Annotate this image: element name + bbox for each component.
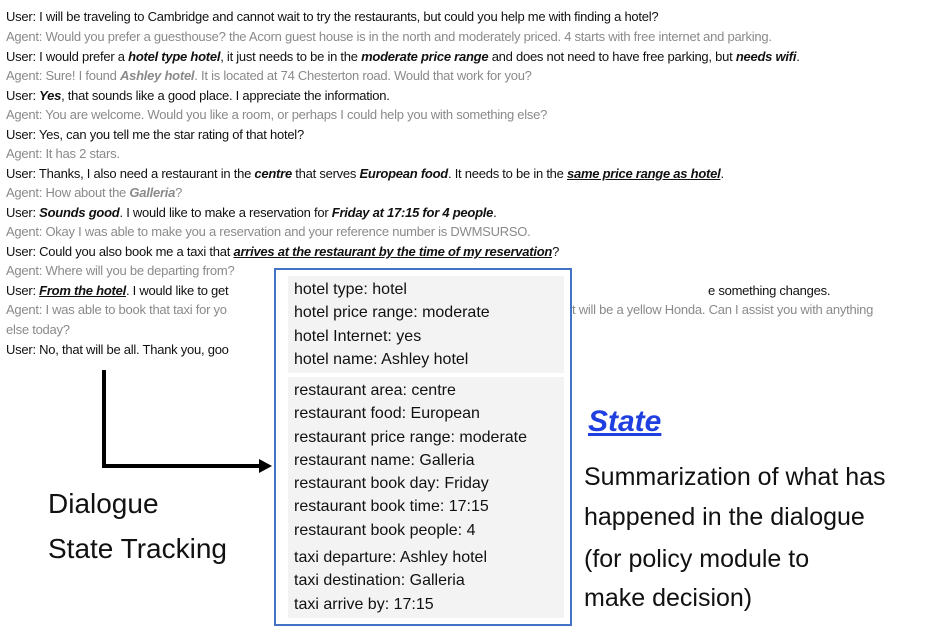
text-span: . bbox=[493, 205, 497, 220]
highlighted-span: European food bbox=[359, 166, 448, 181]
text-span: User: Could you also book me a taxi that bbox=[6, 244, 234, 259]
agent-utterance-tail: t will be a yellow Honda. Can I assist you with anything bbox=[572, 302, 874, 317]
text-span: . It needs to be in the bbox=[447, 166, 567, 181]
highlighted-span: centre bbox=[254, 166, 292, 181]
slot-value: restaurant book people: 4 bbox=[294, 521, 476, 539]
highlighted-span: arrives at the restaurant by the time of my reservation bbox=[233, 244, 553, 259]
state-desc-2: happened in the dialogue bbox=[584, 503, 865, 531]
taxi-slots bbox=[288, 544, 564, 618]
text-span: User: bbox=[6, 88, 40, 103]
highlighted-span: Galleria bbox=[129, 185, 176, 200]
slot-value: taxi destination: Galleria bbox=[294, 572, 465, 590]
text-span: that serves bbox=[291, 166, 360, 181]
slot-value: restaurant area: centre bbox=[294, 382, 456, 399]
highlighted-span: hotel type hotel bbox=[128, 49, 221, 64]
highlighted-span: Yes bbox=[39, 88, 62, 103]
text-span: , it just needs to be in the bbox=[220, 49, 362, 64]
text-span: . bbox=[720, 166, 724, 181]
state-desc-4: make decision) bbox=[584, 584, 753, 612]
text-span: ? bbox=[175, 185, 183, 200]
text-span: User: No, that will be all. Thank you, goo bbox=[6, 342, 229, 357]
text-span: Agent: Would you prefer a guesthouse? the Acorn guest house is in the north and moderately priced. 4 starts with free internet and parking. bbox=[6, 29, 772, 44]
text-span: . I would like to get bbox=[125, 283, 229, 298]
slot-value: restaurant food: European bbox=[294, 405, 480, 423]
slot-value: taxi departure: Ashley hotel bbox=[294, 549, 488, 566]
slot-value: hotel price range: moderate bbox=[294, 304, 490, 322]
state-desc-1: Summarization of what has bbox=[584, 463, 886, 491]
slot-value: restaurant book day: Friday bbox=[294, 475, 489, 493]
text-span: Agent: Sure! I found bbox=[6, 68, 120, 83]
slot-value: hotel type: hotel bbox=[294, 281, 407, 298]
highlighted-span: From the hotel bbox=[39, 283, 126, 298]
text-span: User: bbox=[6, 205, 40, 220]
slot-value: hotel Internet: yes bbox=[294, 327, 422, 345]
text-span: . It is located at 74 Chesterton road. Would that work for you? bbox=[194, 68, 532, 83]
text-span: Agent: I was able to book that taxi for yo bbox=[6, 302, 227, 317]
slot-value: taxi arrive by: 17:15 bbox=[294, 595, 434, 613]
state-title: State bbox=[588, 405, 662, 438]
highlighted-span: moderate price range bbox=[361, 49, 489, 64]
text-span: User: bbox=[6, 283, 40, 298]
text-span: User: I will be traveling to Cambridge and cannot wait to try the restaurants, but could you help me with finding a hotel? bbox=[6, 9, 659, 24]
text-span: else today? bbox=[6, 322, 70, 337]
text-span: . bbox=[796, 49, 800, 64]
user-utterance-tail: e something changes. bbox=[708, 283, 831, 298]
state-desc-3: (for policy module to bbox=[584, 545, 810, 573]
hotel-slots bbox=[288, 276, 564, 373]
highlighted-span: Friday at 17:15 for 4 people bbox=[331, 205, 494, 220]
dst-label-line2: State Tracking bbox=[48, 533, 227, 564]
text-span: , that sounds like a good place. I appreciate the information. bbox=[61, 88, 390, 103]
text-span: Agent: It has 2 stars. bbox=[6, 146, 120, 161]
text-span: ? bbox=[552, 244, 560, 259]
slot-value: restaurant price range: moderate bbox=[294, 428, 528, 446]
text-span: . I would like to make a reservation for bbox=[119, 205, 332, 220]
state-box bbox=[274, 268, 572, 626]
slot-value: hotel name: Ashley hotel bbox=[294, 350, 469, 368]
dst-label-line1: Dialogue bbox=[48, 488, 159, 519]
text-span: Agent: Okay I was able to make you a reservation and your reference number is DWMSURSO. bbox=[6, 224, 531, 239]
text-span: User: Thanks, I also need a restaurant in the bbox=[6, 166, 255, 181]
text-span: Agent: Where will you be departing from? bbox=[6, 263, 235, 278]
text-span: Agent: You are welcome. Would you like a room, or perhaps I could help you with something else? bbox=[6, 107, 548, 122]
highlighted-span: needs wifi bbox=[735, 49, 797, 64]
slot-value: restaurant book time: 17:15 bbox=[294, 498, 489, 516]
slot-value: restaurant name: Galleria bbox=[294, 451, 475, 469]
text-span: Agent: How about the bbox=[6, 185, 130, 200]
text-span: User: I would prefer a bbox=[6, 49, 129, 64]
highlighted-span: Ashley hotel bbox=[120, 68, 195, 83]
highlighted-span: same price range as hotel bbox=[567, 166, 721, 181]
restaurant-slots bbox=[288, 377, 564, 544]
text-span: and does not need to have free parking, but bbox=[488, 49, 736, 64]
text-span: User: Yes, can you tell me the star rating of that hotel? bbox=[6, 127, 304, 142]
highlighted-span: Sounds good bbox=[39, 205, 120, 220]
